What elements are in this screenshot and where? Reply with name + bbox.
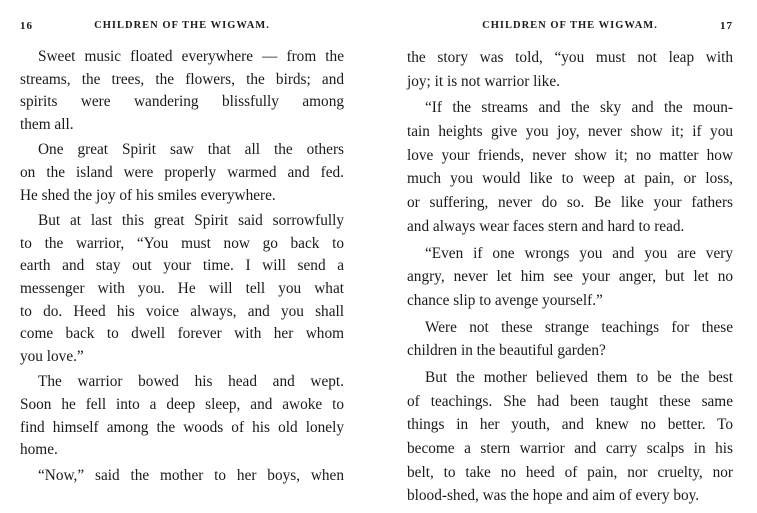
text-line: and always wear faces stern and hard to read. [407, 217, 685, 235]
text-line: The warrior bowed his head and wept. [38, 373, 344, 391]
text-line: much you would like to weep at pain, or loss, [407, 170, 733, 188]
right-page-body [407, 46, 733, 508]
text-line: things in her youth, and knew no better. To [407, 416, 733, 434]
text-line: on the island were properly warmed and fed. [20, 163, 344, 181]
text-line: But at last this great Spirit said sorrowfully [38, 212, 344, 230]
text-line: belt, to take no heed of pain, nor cruelty, nor [407, 463, 733, 481]
paragraph [20, 46, 344, 136]
text-line: or suffering, never do so. Be like your fathers [407, 194, 733, 212]
text-line: Sweet music floated everywhere — from the [38, 48, 344, 65]
text-line: Soon he fell into a deep sleep, and awoke to [20, 395, 344, 413]
text-line: blood-shed, was the hope and aim of every boy. [407, 487, 700, 505]
text-line: to do. Heed his voice always, and you shall [20, 302, 344, 320]
left-running-header [20, 20, 344, 34]
running-head: CHILDREN OF THE WIGWAM. [94, 20, 270, 31]
right-running-header [407, 20, 733, 34]
paragraph [407, 46, 733, 93]
text-line: “If the streams and the sky and the moun- [425, 99, 733, 117]
text-line: “Even if one wrongs you and you are very [425, 244, 733, 262]
text-line: of teachings. She had been taught these same [407, 392, 733, 410]
paragraph [407, 96, 733, 238]
text-line: One great Spirit saw that all the others [38, 141, 344, 159]
page-number: 16 [20, 20, 33, 32]
text-line: But the mother believed them to be the best [425, 368, 733, 386]
text-line: messenger with you. He will tell you what [20, 279, 344, 297]
text-line: earth and stay out your time. I will send a [20, 257, 344, 275]
text-line: them all. [20, 115, 74, 133]
left-page [20, 0, 344, 513]
text-line: chance slip to avenge yourself.” [407, 291, 603, 309]
text-line: joy; it is not warrior like. [407, 72, 560, 90]
text-line: home. [20, 441, 58, 459]
paragraph [20, 210, 344, 368]
text-line: angry, never let him see your anger, but let no [407, 268, 733, 286]
text-line: He shed the joy of his smiles everywhere. [20, 186, 276, 204]
text-line: “Now,” said the mother to her boys, when [38, 466, 344, 484]
text-line: to the warrior, “You must now go back to [20, 234, 344, 252]
page-number: 17 [720, 20, 733, 32]
text-line: spirits were wandering blissfully among [20, 93, 344, 111]
text-line: children in the beautiful garden? [407, 342, 606, 360]
text-line: come back to dwell forever with her whom [20, 325, 344, 343]
text-line: tain heights give you joy, never show it; if you [407, 123, 733, 141]
paragraph [407, 242, 733, 313]
paragraph [20, 139, 344, 207]
text-line: the story was told, “you must not leap with [407, 49, 733, 66]
text-line: streams, the trees, the flowers, the birds; and [20, 70, 344, 88]
paragraph [20, 371, 344, 461]
text-line: love your friends, never show it; no matter how [407, 146, 733, 164]
right-page [407, 0, 733, 513]
paragraph [407, 366, 733, 508]
left-page-body [20, 46, 344, 487]
text-line: Were not these strange teachings for these [425, 318, 733, 336]
text-line: become a stern warrior and carry scalps in his [407, 440, 733, 457]
text-line: find himself among the woods of his old lonely [20, 418, 344, 436]
paragraph [407, 316, 733, 363]
running-head: CHILDREN OF THE WIGWAM. [482, 20, 658, 31]
paragraph [20, 465, 344, 488]
text-line: you love.” [20, 347, 84, 365]
